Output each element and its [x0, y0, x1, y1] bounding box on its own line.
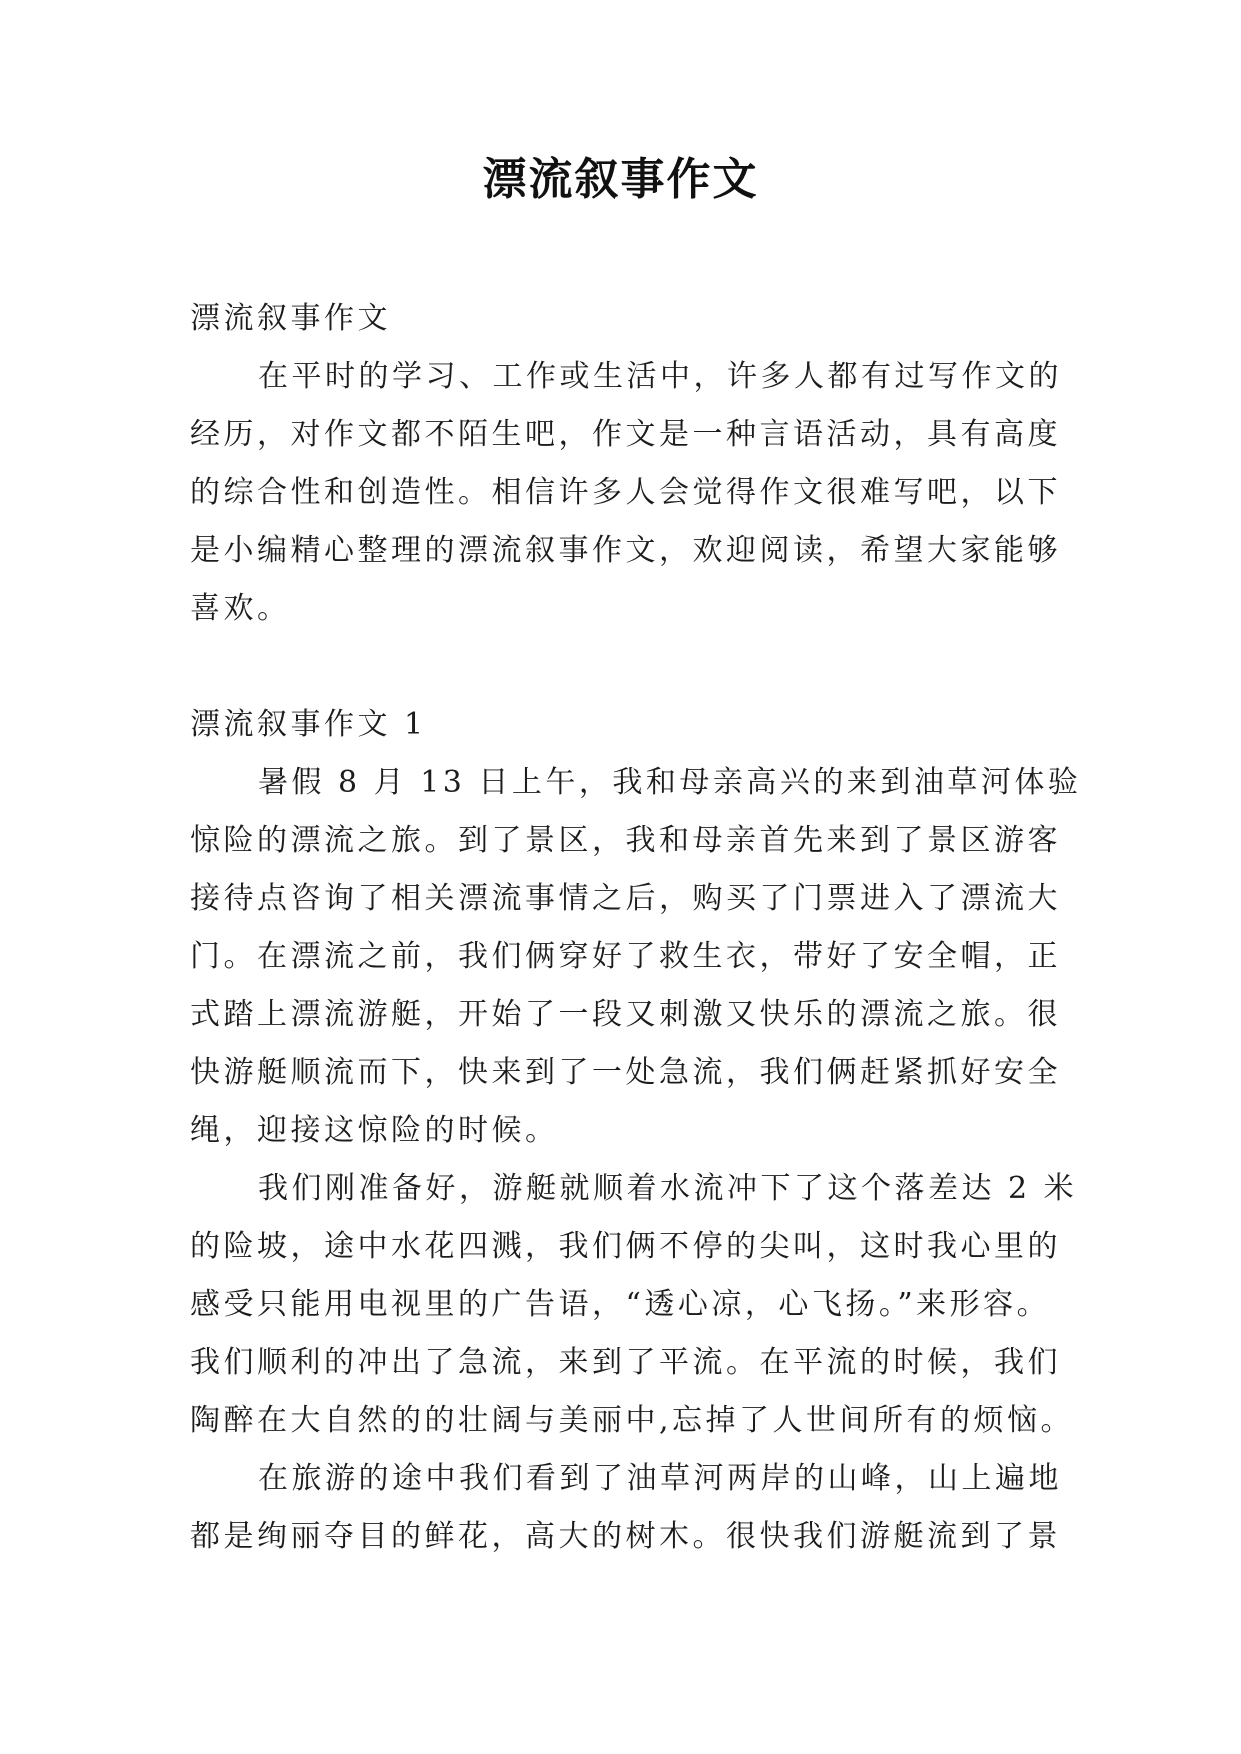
essay-paragraph-3 [190, 1450, 1060, 1566]
paragraph-line: 的险坡，途中水花四溅，我们俩不停的尖叫，这时我心里的 [190, 1229, 1061, 1264]
paragraph-line: 式踏上漂流游艇，开始了一段又刺激又快乐的漂流之旅。很 [190, 997, 1061, 1032]
intro-paragraph [190, 348, 1060, 638]
intro-heading: 漂流叙事作文 [190, 301, 391, 336]
paragraph-line: 在旅游的途中我们看到了油草河两岸的山峰，山上遍地 [258, 1461, 1062, 1496]
paragraph-line: 是小编精心整理的漂流叙事作文，欢迎阅读，希望大家能够 [190, 533, 1061, 568]
paragraph-line: 暑假 8 月 13 日上午，我和母亲高兴的来到油草河体验 [258, 765, 1082, 800]
document-body [190, 290, 1082, 1566]
paragraph-line: 的综合性和创造性。相信许多人会觉得作文很难写吧，以下 [190, 475, 1061, 510]
paragraph-line: 经历，对作文都不陌生吧，作文是一种言语活动，具有高度 [190, 417, 1061, 452]
paragraph-line: 门。在漂流之前，我们俩穿好了救生衣，带好了安全帽，正 [190, 939, 1061, 974]
paragraph-line: 我们刚准备好，游艇就顺着水流冲下了这个落差达 2 米 [258, 1171, 1078, 1206]
essay-paragraph-1 [190, 754, 1082, 1160]
paragraph-line: 在平时的学习、工作或生活中，许多人都有过写作文的 [258, 359, 1062, 394]
essay-heading: 漂流叙事作文 1 [190, 707, 427, 742]
paragraph-line: 都是绚丽夺目的鲜花，高大的树木。很快我们游艇流到了景 [190, 1519, 1061, 1554]
paragraph-line: 惊险的漂流之旅。到了景区，我和母亲首先来到了景区游客 [190, 823, 1061, 858]
paragraph-line: 陶醉在大自然的的壮阔与美丽中,忘掉了人世间所有的烦恼。 [190, 1403, 1075, 1438]
essay-paragraph-2 [190, 1160, 1078, 1450]
document-title: 漂流叙事作文 [482, 154, 759, 205]
section-spacer [190, 638, 1060, 696]
paragraph-line: 快游艇顺流而下，快来到了一处急流，我们俩赶紧抓好安全 [190, 1055, 1061, 1090]
paragraph-line: 感受只能用电视里的广告语，“透心凉，心飞扬。”来形容。 [190, 1287, 1051, 1322]
paragraph-line: 喜欢。 [190, 591, 291, 626]
paragraph-line: 我们顺利的冲出了急流，来到了平流。在平流的时候，我们 [190, 1345, 1061, 1380]
paragraph-line: 绳，迎接这惊险的时候。 [190, 1113, 559, 1148]
paragraph-line: 接待点咨询了相关漂流事情之后，购买了门票进入了漂流大 [190, 881, 1061, 916]
